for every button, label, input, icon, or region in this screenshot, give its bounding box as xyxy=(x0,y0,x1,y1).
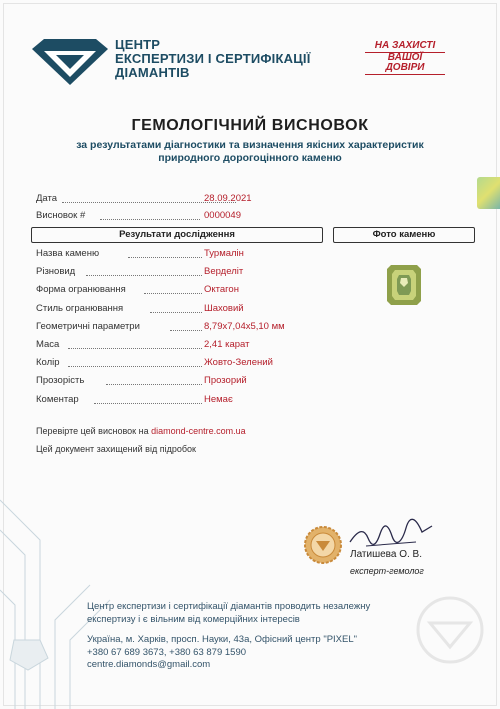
document-subtitle: за результатами діагностики та визначення якісних характеристик природного дорогоцінного каменю xyxy=(76,139,424,164)
result-label: Прозорість xyxy=(36,375,85,387)
signature-scribble xyxy=(346,512,436,552)
leader-dots xyxy=(128,257,202,258)
result-row xyxy=(36,321,326,334)
result-value: Октагон xyxy=(204,284,239,296)
result-value: Турмалін xyxy=(204,248,244,259)
result-label: Маса xyxy=(36,339,60,350)
slogan: НА ЗАХИСТІ ВАШОЇ ДОВІРИ xyxy=(365,41,445,75)
result-row xyxy=(36,375,326,388)
leader-dots xyxy=(100,219,200,220)
result-value: Шаховий xyxy=(204,302,244,314)
diamond-logo-icon xyxy=(30,37,110,87)
result-row xyxy=(36,266,326,279)
leader-dots xyxy=(144,293,202,294)
footer-phones: +380 67 689 3673, +380 63 879 1590 xyxy=(87,646,247,658)
result-label: Різновид xyxy=(36,266,76,278)
result-row xyxy=(36,394,326,407)
footer-email[interactable]: centre.diamonds@gmail.com xyxy=(87,659,211,671)
signer-role: експерт-гемолог xyxy=(350,566,424,576)
result-label: Назва каменю xyxy=(36,248,100,259)
watermark-emblem xyxy=(410,595,490,665)
result-row xyxy=(36,284,326,297)
result-label: Стиль огранювання xyxy=(36,302,124,314)
leader-dots xyxy=(68,348,202,349)
number-label: Висновок # xyxy=(36,210,86,221)
result-row xyxy=(36,303,326,316)
result-value: 2,41 карат xyxy=(204,339,250,350)
result-value: Верделіт xyxy=(204,266,244,278)
circuit-decoration xyxy=(0,470,120,709)
hologram-sticker xyxy=(477,177,500,209)
protected-note: Цей документ захищений від підробок xyxy=(36,444,196,454)
footer-address: Україна, м. Харків, просп. Науки, 43а, Офісний центр "PIXEL" xyxy=(87,634,358,646)
verify-link[interactable]: diamond-centre.com.ua xyxy=(151,426,246,436)
result-value: Немає xyxy=(204,393,233,405)
date-row xyxy=(36,193,306,206)
document-title: ГЕМОЛОГІЧНИЙ ВИСНОВОК xyxy=(131,117,369,134)
verify-note: Перевірте цей висновок на diamond-centre.com.ua xyxy=(36,426,246,436)
leader-dots xyxy=(170,330,202,331)
result-label: Коментар xyxy=(36,393,79,405)
gold-seal-icon xyxy=(304,526,342,564)
signer-name: Латишева О. В. xyxy=(350,549,422,560)
result-value: Жовто-Зелений xyxy=(204,357,273,369)
footer-block: Центр експертизи і сертифікації діамантів проводить незалежну експертизу і є вільним від комерційних інтересів Україна, м. Харків, просп. Науки, 43а, Офісний центр "PIXEL" +380 67 689 3673, +380 63 879 1590 centre.diamonds@gmail.com xyxy=(87,601,371,671)
leader-dots xyxy=(86,275,202,276)
org-name: ЦЕНТР ЕКСПЕРТИЗИ І СЕРТИФІКАЦІЇ ДІАМАНТІВ xyxy=(115,37,311,80)
leader-dots xyxy=(68,366,202,367)
result-row xyxy=(36,357,326,370)
result-row xyxy=(36,248,326,261)
leader-dots xyxy=(106,384,202,385)
result-label: Форма огранювання xyxy=(36,284,126,296)
number-row xyxy=(36,210,306,223)
photo-section-header: Фото каменю xyxy=(333,227,475,243)
result-value: Прозорий xyxy=(204,375,247,387)
result-value: 8,79x7,04x5,10 мм xyxy=(204,320,285,332)
result-row xyxy=(36,339,326,352)
results-section-header: Результати дослідження xyxy=(31,227,323,243)
result-label: Геометричні параметри xyxy=(36,320,140,332)
leader-dots xyxy=(94,403,202,404)
result-label: Колір xyxy=(36,357,60,369)
leader-dots xyxy=(150,312,202,313)
number-value: 0000049 xyxy=(204,210,241,221)
gem-photo xyxy=(387,265,421,305)
date-label: Дата xyxy=(36,193,58,204)
date-value: 28.09.2021 xyxy=(204,193,252,204)
